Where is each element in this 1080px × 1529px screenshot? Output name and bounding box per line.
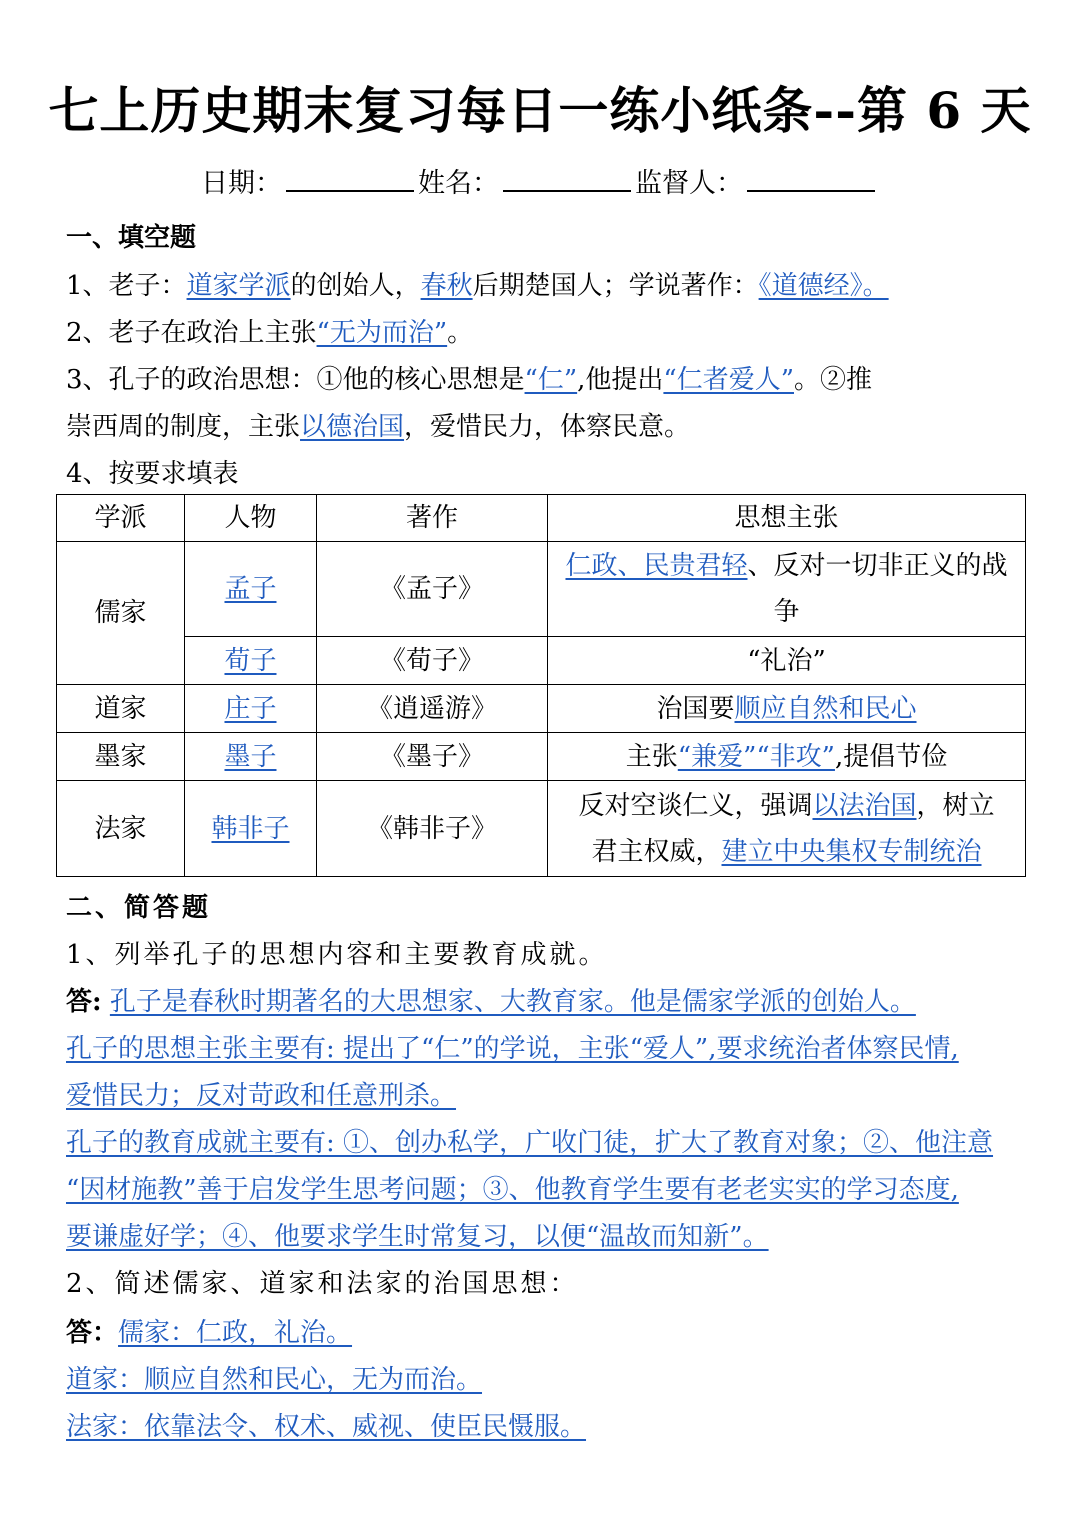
q1-answer-book: 《道德经》。 bbox=[758, 271, 889, 301]
idea-zhuangzi-answer: 顺应自然和民心 bbox=[734, 693, 917, 724]
date-blank bbox=[286, 160, 414, 192]
q3-answer-virtue: 以德治国 bbox=[300, 412, 405, 442]
q1-text-2: 的创始人， bbox=[290, 271, 421, 301]
person-hanfeizi: 韩非子 bbox=[211, 813, 290, 844]
supervisor-blank bbox=[747, 160, 875, 192]
fill-question-4: 4、按要求填表 bbox=[66, 459, 239, 489]
idea-hanfeizi-answer-1: 以法治国 bbox=[812, 790, 917, 821]
name-label: 姓名： bbox=[418, 168, 499, 199]
short-answer-1-line1 bbox=[66, 980, 1026, 1024]
idea-hanfeizi-answer-2: 建立中央集权专制统治 bbox=[721, 836, 982, 867]
header-school: 学派 bbox=[57, 495, 185, 542]
date-label: 日期： bbox=[201, 168, 282, 199]
work-xunzi: 《荀子》 bbox=[317, 637, 548, 685]
table-row bbox=[57, 685, 1026, 733]
idea-zhuangzi-text: 治国要 bbox=[656, 693, 735, 724]
idea-hanfeizi bbox=[548, 781, 1026, 877]
q3-answer-quote: “仁者爱人” bbox=[663, 365, 794, 395]
idea-mengzi-text: 、反对一切非正义的战争 bbox=[747, 551, 1008, 627]
person-mozi: 墨子 bbox=[224, 741, 277, 772]
q2-text: 2、老子在政治上主张 bbox=[66, 318, 317, 348]
table-row bbox=[57, 781, 1026, 877]
idea-mozi-text-2: ,提倡节俭 bbox=[834, 741, 948, 772]
header-work: 著作 bbox=[317, 495, 548, 542]
short-answer-1-line2 bbox=[66, 1027, 1026, 1071]
q3-text-5: ，爱惜民力，体察民意。 bbox=[404, 412, 691, 442]
answer2-text: 道家：顺应自然和民心，无为而治。 bbox=[66, 1365, 483, 1395]
fill-question-3-line2 bbox=[66, 405, 1026, 449]
q3-text-2: ,他提出 bbox=[577, 365, 664, 395]
work-zhuangzi: 《逍遥游》 bbox=[317, 685, 548, 733]
page-title: 七上历史期末复习每日一练小纸条--第 6 天 bbox=[48, 81, 1032, 140]
idea-hanfeizi-text-3: 君主权威， bbox=[591, 836, 722, 867]
work-mozi: 《墨子》 bbox=[317, 733, 548, 781]
short-answer-1-line5 bbox=[66, 1168, 1026, 1212]
table-row bbox=[57, 733, 1026, 781]
idea-zhuangzi bbox=[548, 685, 1026, 733]
idea-mozi bbox=[548, 733, 1026, 781]
answer-label-2: 答： bbox=[66, 1318, 119, 1348]
q1-text: 1、老子： bbox=[66, 271, 187, 301]
answer2-text: 法家：依靠法令、权术、威视、使臣民慑服。 bbox=[66, 1412, 587, 1442]
q2-answer: “无为而治” bbox=[316, 318, 448, 348]
section1-heading: 一、填空题 bbox=[66, 223, 197, 253]
idea-mengzi-answer: 仁政、民贵君轻 bbox=[565, 551, 748, 581]
supervisor-label: 监督人： bbox=[635, 168, 743, 199]
answer-label-1: 答: bbox=[66, 987, 102, 1017]
answer1-text: 孔子的思想主张主要有: 提出了“仁”的学说，主张“爱人”,要求统治者体察民情, bbox=[66, 1034, 959, 1064]
q3-text-4: 崇西周的制度，主张 bbox=[66, 412, 301, 442]
q2-text-end: 。 bbox=[447, 318, 474, 348]
info-fields bbox=[0, 160, 1080, 204]
name-blank bbox=[503, 160, 631, 192]
short-answer-1-line3 bbox=[66, 1074, 1026, 1118]
fill-question-2 bbox=[66, 311, 1026, 355]
idea-mozi-text: 主张 bbox=[625, 741, 678, 772]
work-hanfeizi: 《韩非子》 bbox=[317, 781, 548, 877]
section2-heading: 二、简答题 bbox=[66, 893, 212, 923]
header-idea: 思想主张 bbox=[548, 495, 1026, 542]
q1-text-3: 后期楚国人；学说著作： bbox=[472, 271, 759, 301]
answer2-text: 儒家：仁政，礼治。 bbox=[118, 1318, 353, 1348]
short-answer-2-line2 bbox=[66, 1358, 1026, 1402]
table-row bbox=[57, 637, 1026, 685]
table-row bbox=[57, 542, 1026, 637]
idea-hanfeizi-text-2: ，树立 bbox=[916, 790, 995, 821]
header-person: 人物 bbox=[185, 495, 317, 542]
answer1-text: “因材施教”善于启发学生思考问题；③、他教育学生要有老老实实的学习态度, bbox=[66, 1175, 959, 1205]
short-question-1: 1、列举孔子的思想内容和主要教育成就。 bbox=[66, 940, 608, 970]
idea-xunzi: “礼治” bbox=[548, 637, 1026, 685]
school-fajia: 法家 bbox=[57, 781, 185, 877]
short-answer-1-line4 bbox=[66, 1121, 1026, 1165]
school-daojia: 道家 bbox=[57, 685, 185, 733]
short-answer-1-line6 bbox=[66, 1215, 1026, 1259]
fill-question-1 bbox=[66, 264, 1026, 308]
q1-answer-school: 道家学派 bbox=[186, 271, 291, 301]
q1-answer-period: 春秋 bbox=[420, 271, 473, 301]
person-xunzi: 荀子 bbox=[224, 645, 277, 676]
short-answer-2-line1 bbox=[66, 1311, 1026, 1355]
person-zhuangzi: 庄子 bbox=[224, 693, 277, 724]
short-question-2: 2、简述儒家、道家和法家的治国思想： bbox=[66, 1269, 579, 1299]
work-mengzi: 《孟子》 bbox=[317, 542, 548, 637]
answer1-text: 孔子是春秋时期著名的大思想家、大教育家。他是儒家学派的创始人。 bbox=[109, 987, 916, 1017]
idea-mengzi bbox=[548, 542, 1026, 637]
fill-question-3 bbox=[66, 358, 1026, 402]
answer1-text: 要谦虚好学；④、他要求学生时常复习，以便“温故而知新”。 bbox=[66, 1222, 769, 1252]
q3-text-3: 。②推 bbox=[794, 365, 873, 395]
short-answer-2-line3 bbox=[66, 1405, 1026, 1449]
idea-mozi-answer: “兼爱”“非攻” bbox=[677, 741, 835, 772]
idea-hanfeizi-text: 反对空谈仁义，强调 bbox=[578, 790, 813, 821]
q3-answer-core: “仁” bbox=[524, 365, 578, 395]
answer1-text: 爱惜民力；反对苛政和任意刑杀。 bbox=[66, 1081, 457, 1111]
q3-text: 3、孔子的政治思想：①他的核心思想是 bbox=[66, 365, 525, 395]
table-header-row bbox=[57, 495, 1026, 542]
answer1-text: 孔子的教育成就主要有: ①、创办私学，广收门徒，扩大了教育对象；②、他注意 bbox=[66, 1128, 994, 1158]
schools-table bbox=[56, 494, 1026, 877]
school-mojia: 墨家 bbox=[57, 733, 185, 781]
person-mengzi: 孟子 bbox=[224, 574, 277, 604]
school-rujia: 儒家 bbox=[57, 542, 185, 685]
